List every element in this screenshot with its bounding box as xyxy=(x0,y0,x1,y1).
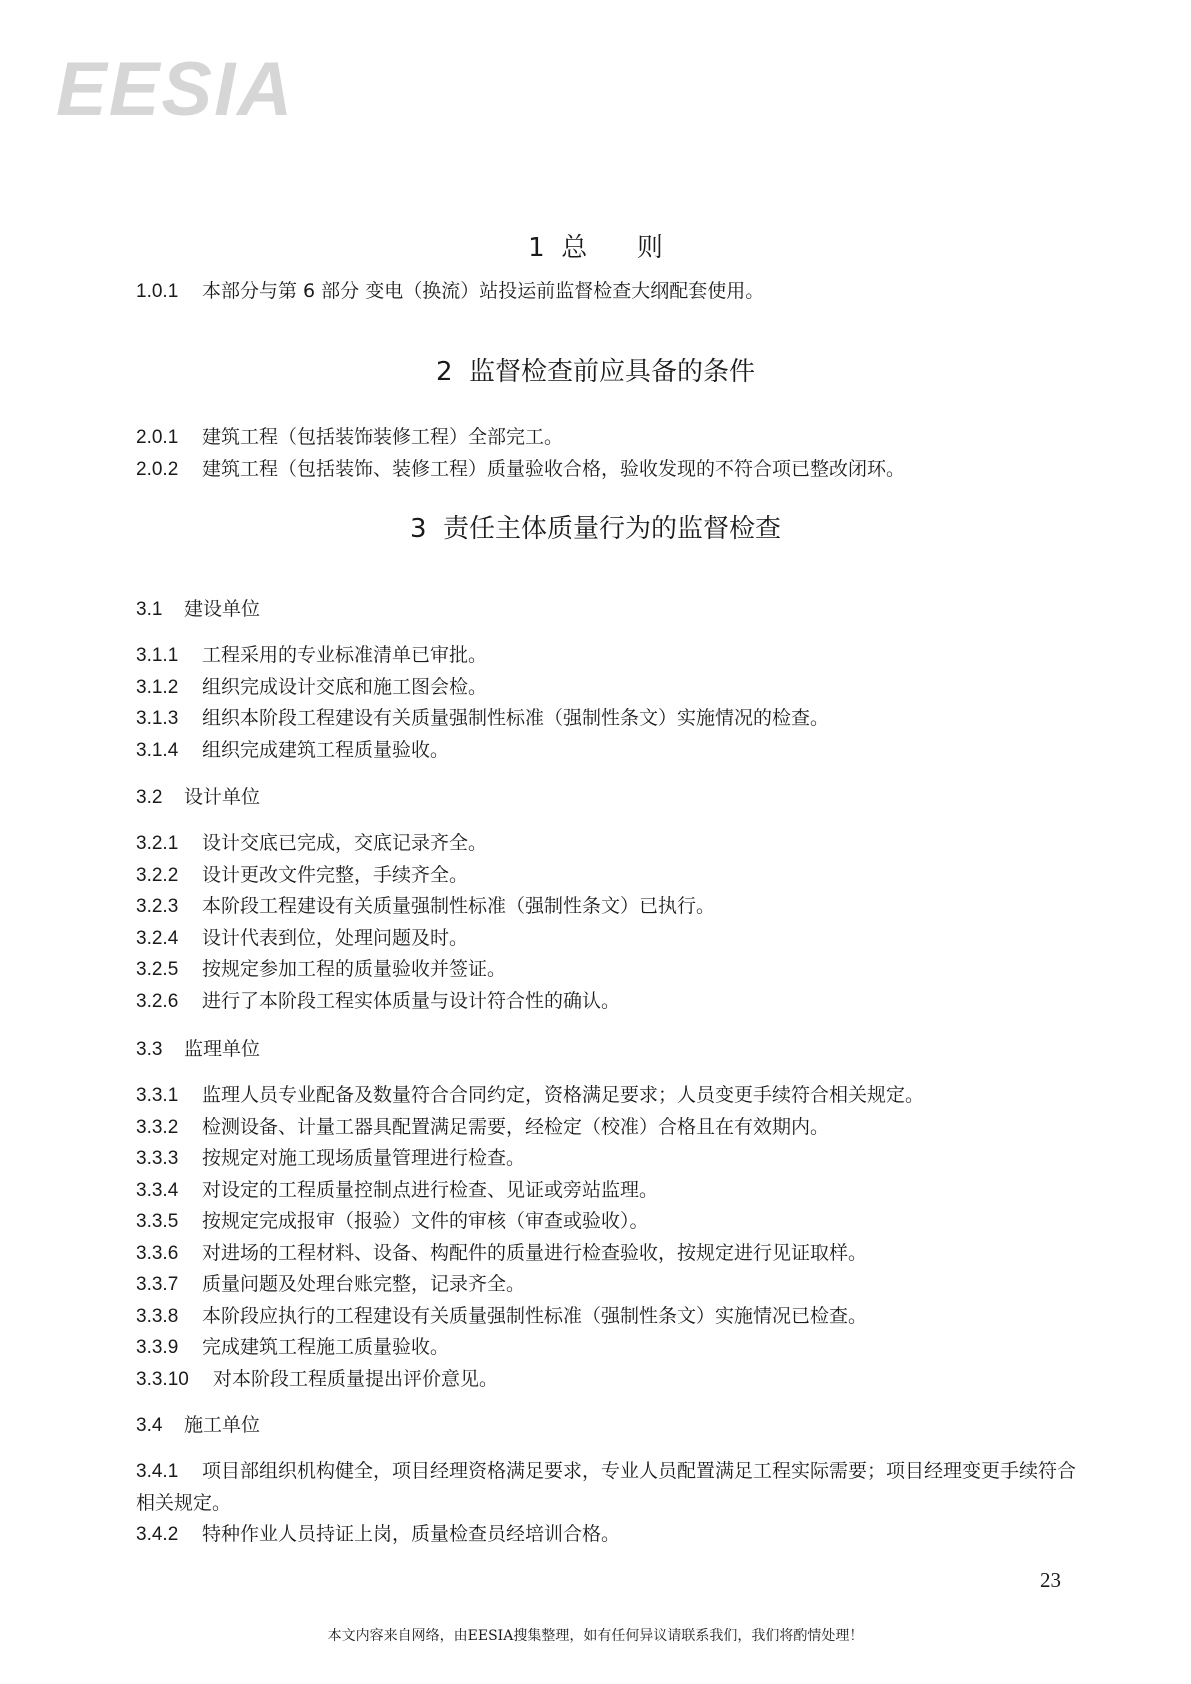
clause-text: 对进场的工程材料、设备、构配件的质量进行检查验收，按规定进行见证取样。 xyxy=(202,1241,868,1264)
clause-text: 监理人员专业配备及数量符合合同约定，资格满足要求；人员变更手续符合相关规定。 xyxy=(202,1084,925,1106)
clause-number: 3.2.6 xyxy=(136,990,179,1012)
clause-text: 质量问题及处理台账完整，记录齐全。 xyxy=(202,1273,526,1295)
clause-3-3-1 xyxy=(136,1080,1086,1112)
clause-number: 3.3.2 xyxy=(136,1116,179,1138)
clause-text: 项目部组织机构健全，项目经理资格满足要求，专业人员配置满足工程实际需要；项目经理变更手续符合相关规定。 xyxy=(136,1460,1077,1514)
subsection-number: 3.2 xyxy=(136,787,163,808)
clause-3-3-4 xyxy=(136,1175,1086,1207)
eesia-logo: EESIA xyxy=(56,47,295,132)
clause-text: 本部分与第 6 部分 变电（换流）站投运前监督检查大纲配套使用。 xyxy=(202,280,765,302)
clause-number: 3.3.5 xyxy=(136,1211,179,1232)
clause-number: 2.0.2 xyxy=(136,458,179,480)
section-3-3 xyxy=(136,1034,1086,1066)
clause-number: 3.3.10 xyxy=(136,1368,189,1390)
subsection-title: 监理单位 xyxy=(184,1038,261,1060)
clause-3-3-9 xyxy=(136,1332,1086,1364)
section-1-body xyxy=(136,276,1086,308)
clause-number: 1.0.1 xyxy=(136,281,179,302)
clause-text: 组织本阶段工程建设有关质量强制性标准（强制性条文）实施情况的检查。 xyxy=(202,707,830,729)
clause-number: 3.2.1 xyxy=(136,833,179,854)
clause-number: 3.2.5 xyxy=(136,959,179,980)
clause-2-0-1 xyxy=(136,422,1086,454)
clause-text: 完成建筑工程施工质量验收。 xyxy=(202,1336,450,1358)
clause-number: 3.3.7 xyxy=(136,1274,179,1295)
subsection-heading xyxy=(136,594,1086,626)
clause-3-2-5 xyxy=(136,954,1086,986)
clause-3-4-1 xyxy=(136,1456,1086,1519)
clause-3-3-2 xyxy=(136,1112,1086,1144)
subsection-number: 3.3 xyxy=(136,1039,163,1060)
clause-3-3-7 xyxy=(136,1269,1086,1301)
subsection-heading xyxy=(136,1410,1086,1442)
clause-text: 设计代表到位，处理问题及时。 xyxy=(202,926,469,949)
section-3-4 xyxy=(136,1410,1086,1442)
subsection-heading xyxy=(136,1034,1086,1066)
section-3-1-items xyxy=(136,640,1086,766)
clause-number: 3.3.8 xyxy=(136,1305,179,1327)
clause-number: 3.2.3 xyxy=(136,896,179,917)
clause-text: 建筑工程（包括装饰装修工程）全部完工。 xyxy=(202,426,564,448)
clause-number: 3.3.4 xyxy=(136,1179,179,1201)
subsection-title: 施工单位 xyxy=(184,1414,261,1436)
clause-number: 3.3.6 xyxy=(136,1242,179,1264)
clause-3-4-2 xyxy=(136,1519,1086,1551)
clause-text: 组织完成建筑工程质量验收。 xyxy=(202,738,450,761)
subsection-title: 设计单位 xyxy=(184,786,261,808)
clause-text: 本阶段应执行的工程建设有关质量强制性标准（强制性条文）实施情况已检查。 xyxy=(202,1304,868,1327)
section-3-2-items xyxy=(136,828,1086,1017)
clause-text: 进行了本阶段工程实体质量与设计符合性的确认。 xyxy=(202,989,621,1012)
clause-3-2-3 xyxy=(136,891,1086,923)
clause-3-2-6 xyxy=(136,986,1086,1018)
clause-text: 检测设备、计量工器具配置满足需要，经检定（校准）合格且在有效期内。 xyxy=(202,1115,830,1138)
clause-3-3-3 xyxy=(136,1143,1086,1175)
clause-2-0-2 xyxy=(136,454,1086,486)
clause-text: 组织完成设计交底和施工图会检。 xyxy=(202,675,488,698)
clause-number: 3.2.2 xyxy=(136,864,179,886)
clause-text: 对设定的工程质量控制点进行检查、见证或旁站监理。 xyxy=(202,1178,659,1201)
clause-text: 对本阶段工程质量提出评价意见。 xyxy=(213,1367,499,1390)
clause-text: 建筑工程（包括装饰、装修工程）质量验收合格，验收发现的不符合项已整改闭环。 xyxy=(202,457,906,480)
clause-3-3-10 xyxy=(136,1364,1086,1396)
clause-3-1-3 xyxy=(136,703,1086,735)
clause-1-0-1 xyxy=(136,276,1086,308)
clause-3-3-5 xyxy=(136,1206,1086,1238)
clause-number: 3.3.3 xyxy=(136,1148,179,1169)
section-2-body xyxy=(136,422,1086,485)
clause-3-2-1 xyxy=(136,828,1086,860)
subsection-heading xyxy=(136,782,1086,814)
clause-number: 3.4.1 xyxy=(136,1461,179,1482)
clause-number: 3.1.1 xyxy=(136,645,179,666)
clause-number: 3.1.2 xyxy=(136,676,179,698)
clause-text: 按规定参加工程的质量验收并签证。 xyxy=(202,958,507,980)
page-number: 23 xyxy=(1040,1568,1061,1592)
clause-number: 2.0.1 xyxy=(136,427,179,448)
clause-number: 3.4.2 xyxy=(136,1524,179,1545)
clause-number: 3.1.3 xyxy=(136,708,179,729)
clause-number: 3.1.4 xyxy=(136,739,179,761)
clause-3-1-4 xyxy=(136,735,1086,767)
clause-text: 特种作业人员持证上岗，质量检查员经培训合格。 xyxy=(202,1523,621,1545)
footer-disclaimer: 本文内容来自网络，由EESIA搜集整理，如有任何异议请联系我们，我们将酌情处理！ xyxy=(327,1628,864,1644)
clause-3-1-2 xyxy=(136,672,1086,704)
clause-3-3-6 xyxy=(136,1238,1086,1270)
subsection-number: 3.4 xyxy=(136,1415,163,1436)
section-3-3-items xyxy=(136,1080,1086,1395)
clause-text: 工程采用的专业标准清单已审批。 xyxy=(202,644,488,666)
section-3-2 xyxy=(136,782,1086,814)
heading-responsible-parties: 3 责任主体质量行为的监督检查 xyxy=(409,514,782,544)
clause-text: 本阶段工程建设有关质量强制性标准（强制性条文）已执行。 xyxy=(202,895,716,917)
clause-text: 按规定对施工现场质量管理进行检查。 xyxy=(202,1147,526,1169)
clause-number: 3.3.9 xyxy=(136,1337,179,1358)
clause-3-2-4 xyxy=(136,923,1086,955)
clause-3-1-1 xyxy=(136,640,1086,672)
heading-preconditions: 2 监督检查前应具备的条件 xyxy=(435,357,756,387)
clause-text: 设计更改文件完整，手续齐全。 xyxy=(202,863,469,886)
section-3-1 xyxy=(136,594,1086,626)
clause-3-2-2 xyxy=(136,860,1086,892)
clause-text: 按规定完成报审（报验）文件的审核（审查或验收）。 xyxy=(202,1210,649,1232)
clause-3-3-8 xyxy=(136,1301,1086,1333)
section-3-4-items xyxy=(136,1456,1086,1551)
clause-text: 设计交底已完成，交底记录齐全。 xyxy=(202,832,488,854)
heading-general-principles: 1 总 则 xyxy=(528,233,663,263)
clause-number: 3.2.4 xyxy=(136,927,179,949)
clause-number: 3.3.1 xyxy=(136,1085,179,1106)
subsection-title: 建设单位 xyxy=(184,598,261,620)
subsection-number: 3.1 xyxy=(136,599,163,620)
